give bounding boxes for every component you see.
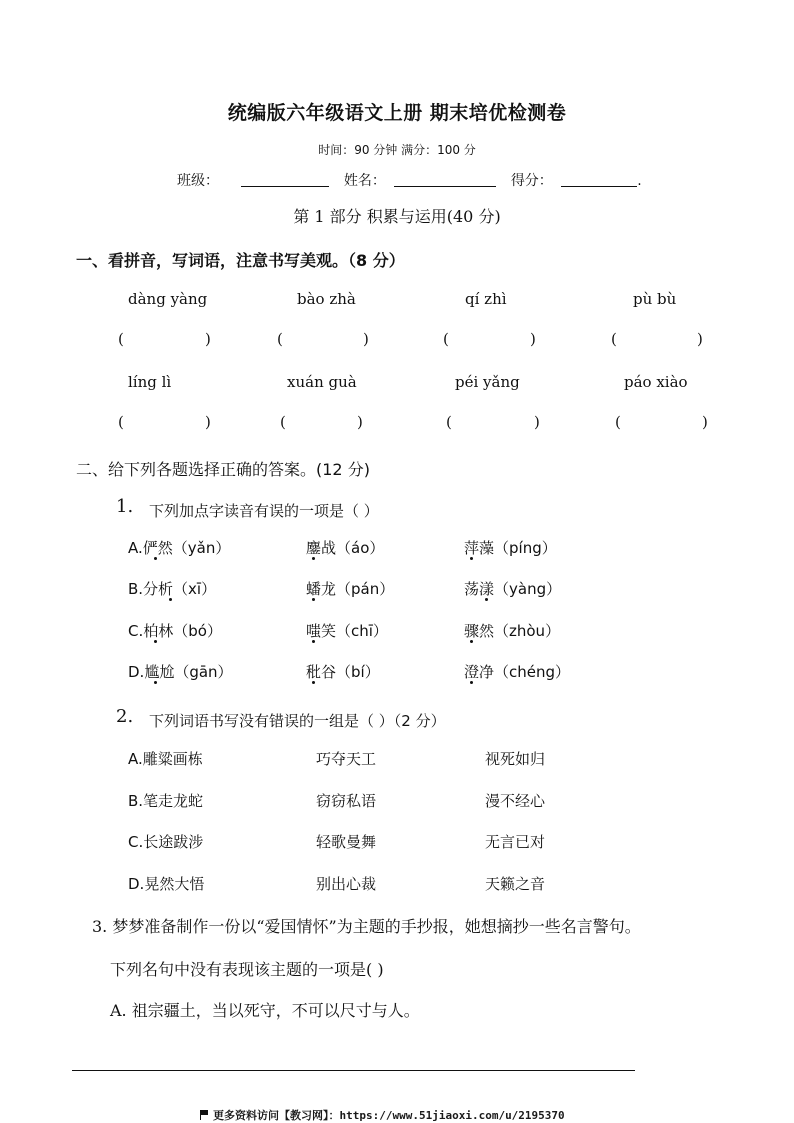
option-d-word2: 秕谷（bí） (306, 663, 380, 681)
name-label: 姓名： (343, 173, 386, 189)
pinyin-item: páo xiào (624, 373, 688, 391)
footer-banner (200, 1107, 565, 1123)
emphasis-dot (306, 578, 321, 600)
answer-paren-open[interactable]: ( (615, 413, 621, 431)
option-b-word3: 漫不经心 (485, 792, 546, 810)
page-title: 统编版六年级语文上册 期末培优检测卷 (227, 102, 567, 124)
score-label: 得分： (510, 173, 553, 189)
emphasis-dot (148, 661, 163, 683)
option-a[interactable]: A.雕粱画栋 (128, 750, 203, 768)
answer-paren-open[interactable]: ( (118, 330, 124, 348)
question3-line2: 下列名句中没有表现该主题的一项是( ) (110, 960, 384, 979)
option-d[interactable]: D.尴尬（gān） (128, 663, 233, 681)
emphasis-dot (464, 620, 479, 642)
emphasis-dot (306, 620, 321, 642)
pinyin-item: péi yǎng (455, 373, 520, 391)
option-c-word2: 轻歌曼舞 (316, 833, 377, 851)
option-d-word2: 别出心裁 (316, 875, 377, 893)
answer-paren-close: ) (205, 330, 211, 348)
pinyin-item: qí zhì (465, 290, 507, 308)
answer-paren-open[interactable]: ( (277, 330, 283, 348)
option-c[interactable]: C.柏林（bó） (128, 622, 222, 640)
answer-paren-open[interactable]: ( (280, 413, 286, 431)
question-number: 1. (116, 496, 134, 517)
score-blank[interactable] (561, 172, 637, 187)
answer-paren-open[interactable]: ( (611, 330, 617, 348)
part-title: 第 1 部分 积累与运用(40 分) (293, 207, 501, 226)
end-mark: . (637, 173, 642, 189)
emphasis-dot (306, 537, 321, 559)
student-info-line (177, 170, 642, 190)
option-d-word3: 澄净（chéng） (464, 663, 571, 681)
class-label: 班级： (177, 173, 219, 189)
option-a[interactable]: A.俨然（yǎn） (128, 539, 231, 557)
option-a-word2: 鏖战（áo） (306, 539, 385, 557)
option-b-word2: 蟠龙（pán） (306, 580, 395, 598)
pinyin-item: líng lì (128, 373, 172, 391)
option-a-word3: 萍藻（píng） (464, 539, 557, 557)
emphasis-dot (479, 578, 494, 600)
option-d-word3: 天籁之音 (485, 875, 546, 893)
answer-paren-close: ) (205, 413, 211, 431)
question-number: 2. (116, 706, 134, 727)
option-b[interactable]: B.分析（xī） (128, 580, 217, 598)
answer-paren-close: ) (697, 330, 703, 348)
option-b-word2: 窃窃私语 (316, 792, 377, 810)
question-text: 下列词语书写没有错误的一组是（ ）（2 分） (149, 712, 446, 730)
option-d[interactable]: D.晃然大悟 (128, 875, 205, 893)
section2-heading: 二、给下列各题选择正确的答案。(12 分) (76, 460, 370, 479)
option-a-word2: 巧夺天工 (316, 750, 377, 768)
section1-heading: 一、看拼音，写词语，注意书写美观。（8 分） (76, 251, 405, 270)
pinyin-item: xuán guà (287, 373, 357, 391)
answer-paren-close: ) (530, 330, 536, 348)
name-blank[interactable] (394, 172, 496, 187)
option-c-word2: 嗤笑（chī） (306, 622, 388, 640)
pinyin-item: dàng yàng (128, 290, 208, 308)
pinyin-item: pù bù (633, 290, 677, 308)
answer-paren-close: ) (534, 413, 540, 431)
flag-icon (200, 1110, 209, 1120)
option-b[interactable]: B.笔走龙蛇 (128, 792, 204, 810)
emphasis-dot (306, 661, 321, 683)
exam-time-info: 时间：90 分钟 满分：100 分 (318, 143, 476, 157)
emphasis-dot (148, 620, 163, 642)
emphasis-dot (148, 537, 163, 559)
emphasis-dot (464, 661, 479, 683)
pinyin-item: bào zhà (297, 290, 356, 308)
question-text: 下列加点字读音有误的一项是（ ） (149, 502, 379, 520)
answer-paren-close: ) (363, 330, 369, 348)
answer-paren-open[interactable]: ( (446, 413, 452, 431)
answer-paren-open[interactable]: ( (118, 413, 124, 431)
question3-line1: 3. 梦梦准备制作一份以“爱国情怀”为主题的手抄报，她想摘抄一些名言警句。 (92, 917, 641, 936)
option-b-word3: 荡漾（yàng） (464, 580, 562, 598)
emphasis-dot (464, 537, 479, 559)
footer-divider (72, 1070, 635, 1071)
emphasis-dot (163, 578, 178, 600)
option-c[interactable]: C.长途跋涉 (128, 833, 204, 851)
option-a-word3: 视死如归 (485, 750, 546, 768)
footer-link[interactable]: 更多资料访问【教习网】：https://www.51jiaoxi.com/u/2195370 (213, 1109, 565, 1122)
option-c-word3: 无言已对 (485, 833, 546, 851)
answer-paren-close: ) (702, 413, 708, 431)
answer-paren-open[interactable]: ( (443, 330, 449, 348)
class-blank[interactable] (241, 172, 329, 187)
question3-option-a[interactable]: A. 祖宗疆土，当以死守，不可以尺寸与人。 (110, 1001, 420, 1020)
answer-paren-close: ) (357, 413, 363, 431)
option-c-word3: 骤然（zhòu） (464, 622, 561, 640)
